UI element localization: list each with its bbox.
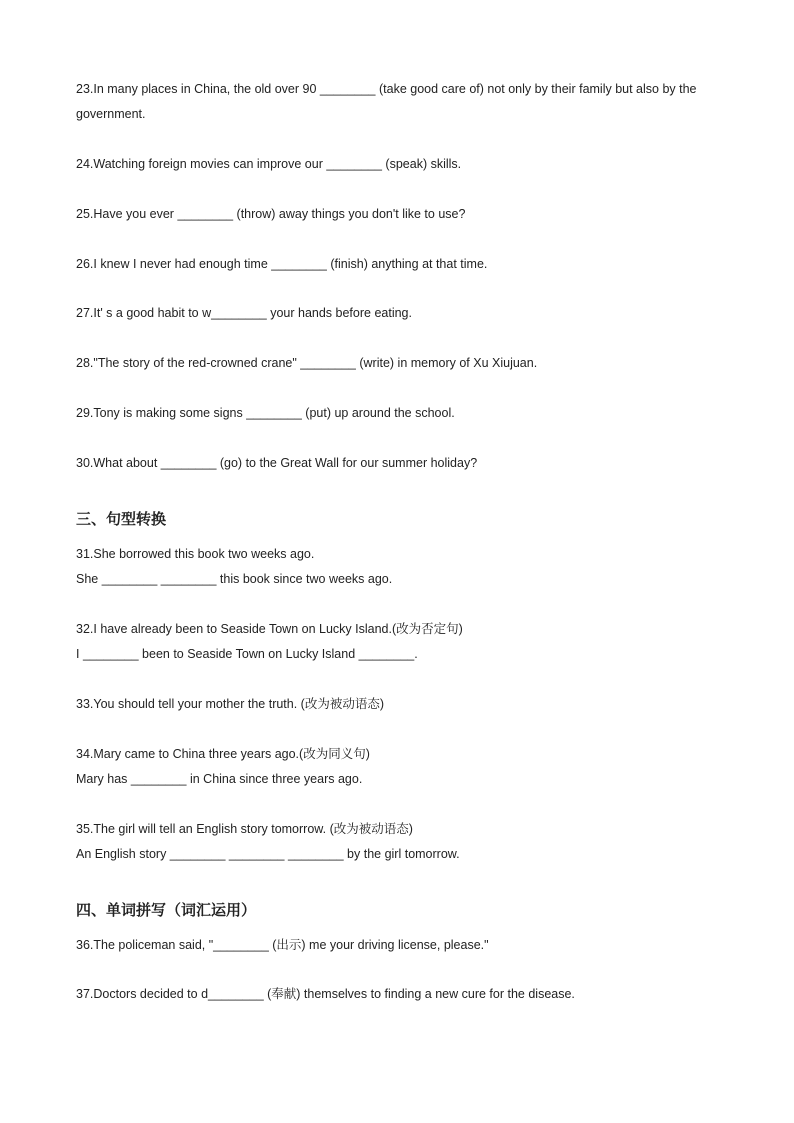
question-34-answer: Mary has ________ in China since three years ago. <box>76 772 363 786</box>
question-33: 33.You should tell your mother the truth. (改为被动语态) <box>76 697 385 711</box>
question-30: 30.What about ________ (go) to the Great Wall for our summer holiday? <box>76 456 478 470</box>
question-31: 31.She borrowed this book two weeks ago. <box>76 547 315 561</box>
question-35-answer: An English story ________ ________ ________ by the girl tomorrow. <box>76 847 460 861</box>
question-28: 28."The story of the red-crowned crane" ________ (write) in memory of Xu Xiujuan. <box>76 356 538 370</box>
question-32-answer: I ________ been to Seaside Town on Lucky Island ________. <box>76 647 418 661</box>
question-37: 37.Doctors decided to d________ (奉献) themselves to finding a new cure for the disease. <box>76 987 575 1001</box>
question-25: 25.Have you ever ________ (throw) away things you don't like to use? <box>76 207 466 221</box>
question-29: 29.Tony is making some signs ________ (put) up around the school. <box>76 406 455 420</box>
section-heading-sentence-transformation: 三、句型转换 <box>76 511 167 528</box>
question-34: 34.Mary came to China three years ago.(改为同义句) <box>76 747 370 761</box>
question-26: 26.I knew I never had enough time ________ (finish) anything at that time. <box>76 257 488 271</box>
question-35: 35.The girl will tell an English story tomorrow. (改为被动语态) <box>76 822 413 836</box>
question-23-line2: government. <box>76 107 146 121</box>
question-32: 32.I have already been to Seaside Town on Lucky Island.(改为否定句) <box>76 622 463 636</box>
question-31-answer: She ________ ________ this book since two weeks ago. <box>76 572 393 586</box>
question-27: 27.It' s a good habit to w________ your hands before eating. <box>76 306 412 320</box>
question-23-line1: 23.In many places in China, the old over 90 ________ (take good care of) not only by their family but also by the <box>76 82 697 96</box>
section-heading-word-spelling: 四、单词拼写（词汇运用） <box>76 902 257 919</box>
question-24: 24.Watching foreign movies can improve our ________ (speak) skills. <box>76 157 462 171</box>
question-36: 36.The policeman said, "________ (出示) me your driving license, please." <box>76 938 489 952</box>
